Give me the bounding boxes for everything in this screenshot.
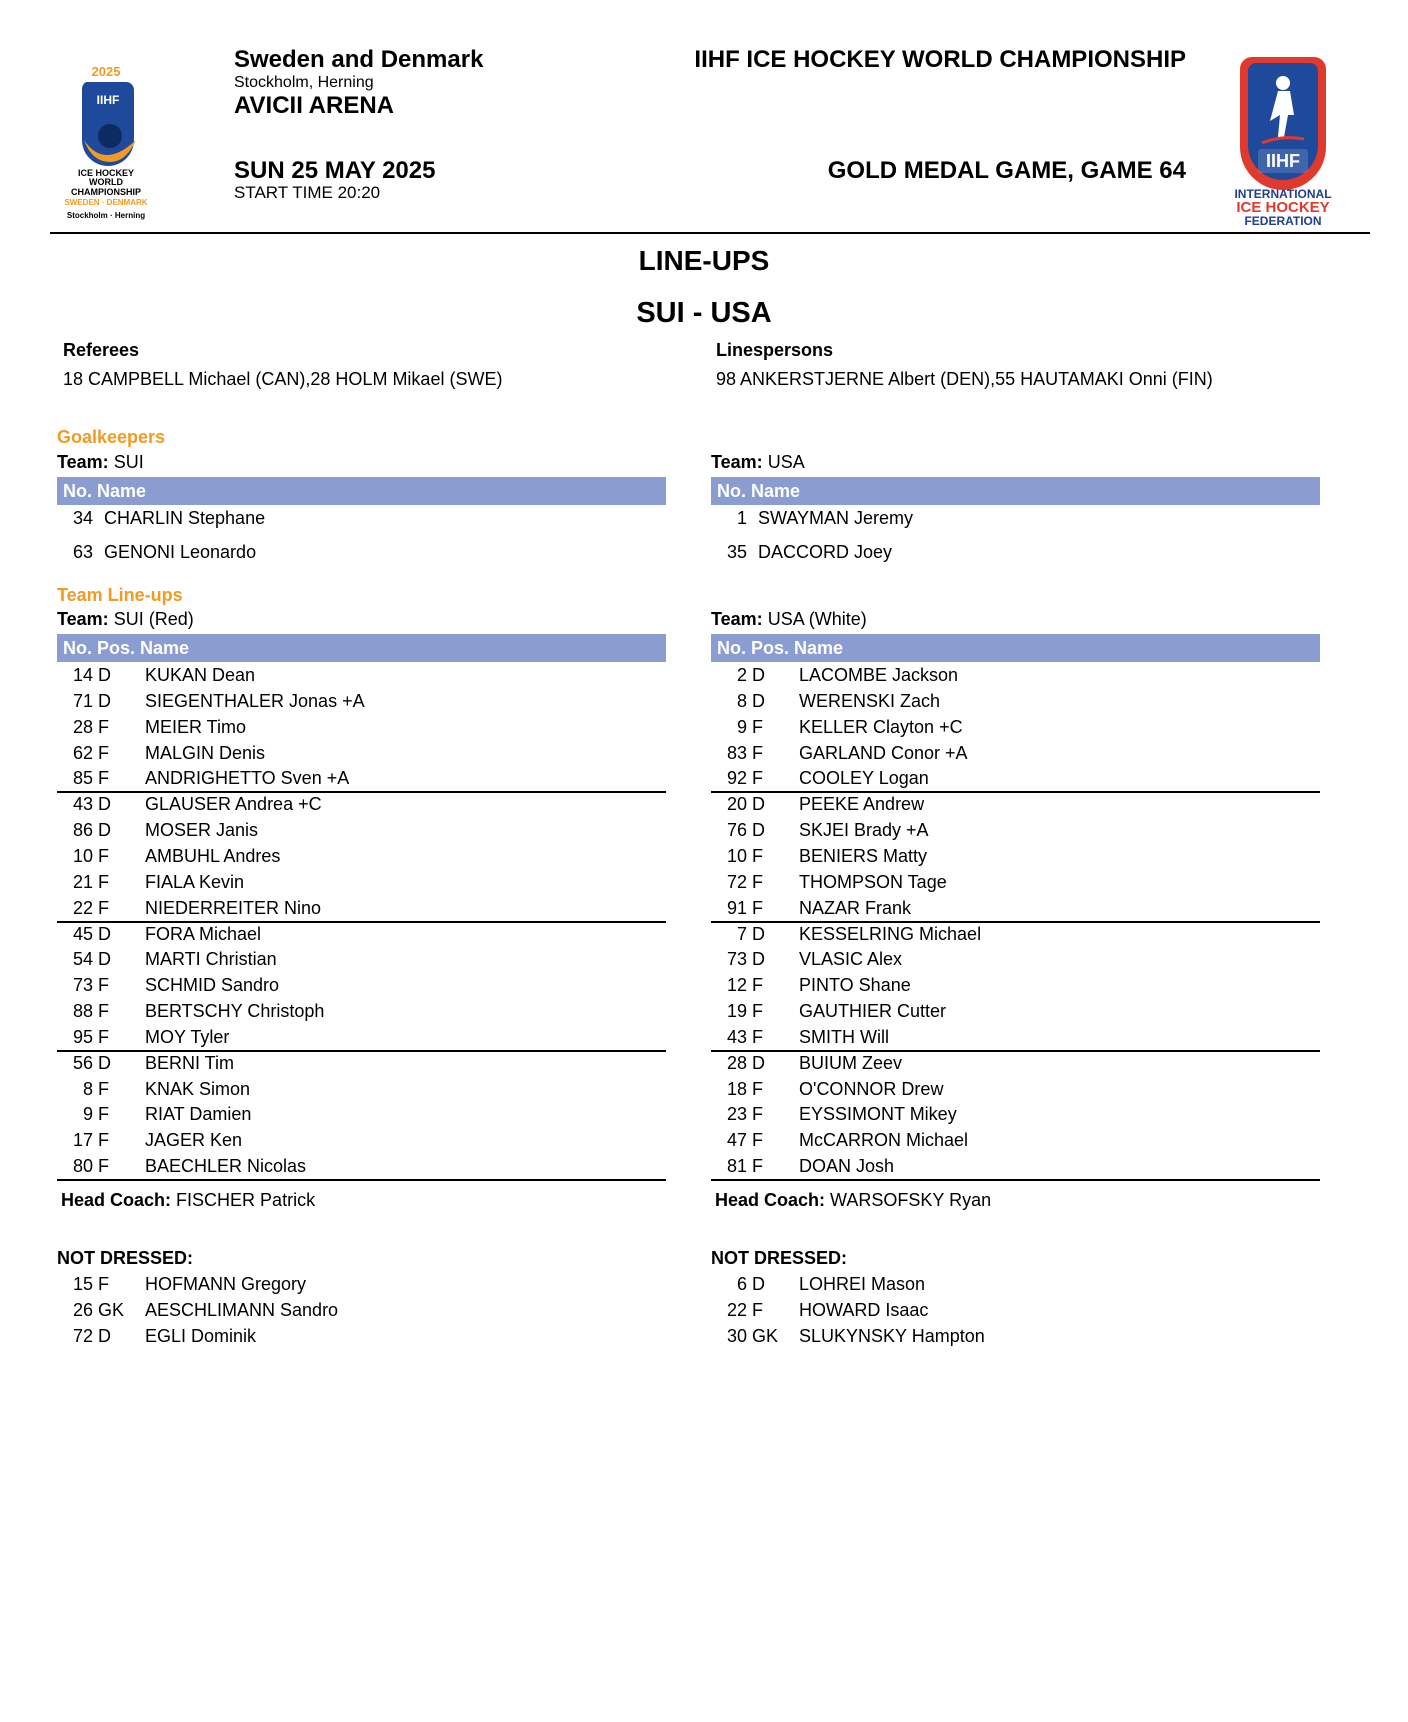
player-number: 8 [736,690,747,711]
player-position: D [98,820,111,841]
not-dressed-row [711,1323,1320,1349]
player-position: F [752,1130,763,1151]
player-row [57,1050,666,1076]
player-name: MALGIN Denis [145,742,266,763]
player-name: NIEDERREITER Nino [145,897,322,918]
player-position: F [98,1026,109,1047]
player-number: 10 [72,845,93,866]
player-number: 83 [726,742,747,763]
player-name: LACOMBE Jackson [799,665,959,685]
player-name: BERNI Tim [145,1052,235,1073]
player-number: 30 [726,1325,747,1346]
player-row [711,1076,1320,1102]
player-position: D [752,690,765,711]
player-name: HOWARD Isaac [799,1299,929,1320]
player-number: 22 [72,897,93,918]
player-name: MOY Tyler [145,1026,230,1047]
player-row [57,843,666,869]
player-row [57,688,666,714]
player-number: 73 [72,975,93,996]
player-row [57,791,666,817]
player-position: D [752,949,765,970]
player-row [57,740,666,766]
player-row [57,765,666,793]
gk-number: 35 [726,542,747,562]
logo-line4: SWEDEN · DENMARK [64,198,148,207]
player-row [57,998,666,1024]
player-position: F [752,768,763,789]
player-number: 2 [736,665,747,685]
player-row [711,1101,1320,1127]
team-label: Team: [57,452,109,472]
player-row [711,817,1320,843]
player-name: WERENSKI Zach [799,690,941,711]
player-row [57,662,666,688]
player-number: 73 [726,949,747,970]
player-row [57,972,666,998]
player-position: F [752,742,763,763]
lineup-header-pos: Pos. [97,638,136,658]
player-name: BERTSCHY Christoph [145,1001,325,1022]
player-row [711,662,1320,688]
player-position: F [98,1001,109,1022]
lineup-header-no: No. [717,638,746,658]
player-name: NAZAR Frank [799,897,912,918]
player-number: 43 [72,794,93,815]
player-number: 15 [72,1274,93,1294]
logo-line2: WORLD [89,177,123,187]
player-number: 19 [726,1001,747,1022]
logo-line1: ICE HOCKEY [77,168,135,178]
gk-name: DACCORD Joey [758,542,893,562]
player-number: 72 [72,1325,93,1346]
player-name: BUIUM Zeev [799,1052,903,1073]
player-position: F [98,1130,109,1151]
lineup-header-no: No. [63,638,92,658]
player-row [711,1024,1320,1052]
player-number: 76 [726,820,747,841]
linespersons-label: Linespersons [716,340,834,360]
gk-team-code: USA [767,452,805,472]
player-row [711,688,1320,714]
start-time: START TIME 20:20 [234,183,381,202]
player-name: AESCHLIMANN Sandro [145,1299,339,1320]
player-number: 92 [726,768,747,789]
player-row [711,895,1320,923]
player-number: 20 [726,794,747,815]
player-number: 95 [72,1026,93,1047]
player-number: 9 [82,1104,93,1125]
player-name: EGLI Dominik [145,1325,257,1346]
gk-header-name: Name [97,481,147,501]
goalkeepers-table-header [711,477,1320,505]
player-name: JAGER Ken [145,1130,243,1151]
logo-line3: CHAMPIONSHIP [70,187,142,197]
player-position: F [752,1156,763,1177]
player-number: 14 [72,665,93,685]
player-row [57,1153,666,1181]
player-position: F [752,975,763,996]
player-number: 45 [72,923,93,944]
player-number: 26 [72,1299,93,1320]
player-number: 81 [726,1156,747,1177]
gk-number: 1 [736,508,747,528]
player-number: 71 [72,690,93,711]
player-position: D [752,1274,765,1294]
gk-team-code: SUI [113,452,144,472]
player-position: F [98,768,109,789]
goalkeepers-table-header [57,477,666,505]
player-name: FIALA Kevin [145,871,245,892]
player-name: SCHMID Sandro [145,975,280,996]
player-position: GK [98,1299,125,1320]
player-number: 12 [726,975,747,996]
player-row [711,972,1320,998]
goalkeepers-label: Goalkeepers [57,427,166,447]
player-position: F [98,845,109,866]
player-row [711,1050,1320,1076]
iihf-logo [1218,55,1348,230]
team-label: Team: [57,609,109,629]
player-name: GLAUSER Andrea +C [145,794,322,815]
player-name: AMBUHL Andres [145,845,281,866]
header-divider [50,232,1370,234]
player-number: 10 [726,845,747,866]
logo-line5: Stockholm · Herning [66,211,146,220]
not-dressed-row [57,1323,666,1349]
head-coach-name: FISCHER Patrick [176,1190,316,1210]
player-position: F [98,1274,109,1294]
goalkeeper-row [715,539,1324,565]
head-coach-label: Head Coach: [61,1190,172,1210]
player-row [57,921,666,947]
player-number: 7 [736,923,747,944]
player-name: McCARRON Michael [799,1130,969,1151]
gk-name: GENONI Leonardo [104,542,257,562]
player-position: F [752,897,763,918]
player-name: THOMPSON Tage [799,871,947,892]
gk-number: 63 [72,542,93,562]
game-date: SUN 25 MAY 2025 [234,157,436,184]
player-position: F [752,716,763,737]
player-row [57,946,666,972]
iihf-logo-line2: ICE HOCKEY [1236,199,1330,216]
player-position: D [98,1325,111,1346]
goalkeeper-row [715,505,1324,531]
lineup-team-line [57,609,194,630]
player-number: 56 [72,1052,93,1073]
player-position: F [752,1078,763,1099]
player-position: D [752,665,765,685]
player-number: 21 [72,871,93,892]
player-row [57,1101,666,1127]
gk-team-line [57,452,144,473]
player-row [57,1076,666,1102]
lineup-header-pos: Pos. [751,638,790,658]
referees-list: 18 CAMPBELL Michael (CAN),28 HOLM Mikael (SWE) [63,369,503,389]
lineup-team-name: SUI (Red) [113,609,194,629]
gk-header-name: Name [751,481,801,501]
player-number: 86 [72,820,93,841]
player-row [711,869,1320,895]
not-dressed-label: NOT DRESSED: [711,1248,848,1268]
iihf-logo-mark: IIHF [1266,151,1300,171]
game-name: GOLD MEDAL GAME, GAME 64 [827,157,1186,184]
player-name: MOSER Janis [145,820,259,841]
player-name: HOFMANN Gregory [145,1274,307,1294]
player-row [711,843,1320,869]
player-row [57,895,666,923]
player-name: DOAN Josh [799,1156,895,1177]
player-row [711,1153,1320,1181]
player-name: SLUKYNSKY Hampton [799,1325,985,1346]
player-name: PEEKE Andrew [799,794,925,815]
team-label: Team: [711,452,763,472]
not-dressed-label: NOT DRESSED: [57,1248,194,1268]
goalkeeper-row [61,505,670,531]
player-position: D [98,665,111,685]
arena-name: AVICII ARENA [234,92,395,119]
lineup-header-name: Name [140,638,190,658]
matchup: SUI - USA [636,297,772,329]
player-position: F [752,871,763,892]
logo-mark: IIHF [96,93,120,107]
player-name: O'CONNOR Drew [799,1078,944,1099]
gk-name: SWAYMAN Jeremy [758,508,914,528]
player-number: 80 [72,1156,93,1177]
iihf-logo-line1: INTERNATIONAL [1234,187,1332,201]
head-coach-label: Head Coach: [715,1190,826,1210]
player-number: 91 [726,897,747,918]
player-position: D [98,690,111,711]
player-row [57,1024,666,1052]
player-number: 9 [736,716,747,737]
event-name: IIHF ICE HOCKEY WORLD CHAMPIONSHIP [694,46,1186,73]
player-name: VLASIC Alex [799,949,903,970]
player-name: KNAK Simon [145,1078,251,1099]
player-name: COOLEY Logan [799,768,929,789]
player-position: D [752,923,765,944]
lineup-team-name: USA (White) [767,609,867,629]
player-position: D [752,1052,765,1073]
not-dressed-row [711,1271,1320,1297]
player-number: 85 [72,768,93,789]
lineup-table-header [711,634,1320,662]
team-lineups-label: Team Line-ups [57,585,183,605]
player-position: F [752,1299,763,1320]
player-number: 23 [726,1104,747,1125]
host-cities: Stockholm, Herning [234,74,374,91]
player-name: BENIERS Matty [799,845,928,866]
not-dressed-row [57,1297,666,1323]
player-number: 8 [82,1078,93,1099]
not-dressed-row [711,1297,1320,1323]
player-name: SIEGENTHALER Jonas +A [145,690,365,711]
player-number: 72 [726,871,747,892]
player-position: D [752,820,765,841]
host-countries: Sweden and Denmark [234,46,484,73]
logo-year: 2025 [91,64,121,79]
player-number: 18 [726,1078,747,1099]
player-position: D [752,794,765,815]
player-position: F [98,716,109,737]
player-row [57,1127,666,1153]
player-name: SMITH Will [799,1026,889,1047]
document-title: LINE-UPS [638,245,770,276]
player-position: D [98,794,111,815]
player-position: F [98,1078,109,1099]
player-position: F [98,1156,109,1177]
player-row [57,869,666,895]
player-position: GK [752,1325,779,1346]
player-name: EYSSIMONT Mikey [799,1104,957,1125]
gk-name: CHARLIN Stephane [104,508,266,528]
player-number: 17 [72,1130,93,1151]
player-name: GARLAND Conor +A [799,742,968,763]
player-number: 28 [72,716,93,737]
team-label: Team: [711,609,763,629]
head-coach [61,1190,315,1211]
gk-number: 34 [72,508,93,528]
head-coach [715,1190,991,1211]
player-name: LOHREI Mason [799,1274,926,1294]
goalkeeper-row [61,539,670,565]
player-position: F [752,845,763,866]
player-position: F [98,897,109,918]
player-row [711,791,1320,817]
player-row [711,714,1320,740]
player-name: ANDRIGHETTO Sven +A [145,768,350,789]
player-name: MEIER Timo [145,716,247,737]
player-name: RIAT Damien [145,1104,252,1125]
player-row [711,946,1320,972]
player-name: MARTI Christian [145,949,277,970]
championship-logo [50,60,170,225]
player-row [57,714,666,740]
gk-team-line [711,452,805,473]
player-position: F [752,1026,763,1047]
player-position: F [98,871,109,892]
player-number: 28 [726,1052,747,1073]
player-row [57,817,666,843]
player-row [711,765,1320,793]
player-number: 54 [72,949,93,970]
player-name: BAECHLER Nicolas [145,1156,307,1177]
referees-label: Referees [63,340,140,360]
not-dressed-row [57,1271,666,1297]
player-number: 43 [726,1026,747,1047]
lineup-table-header [57,634,666,662]
linespersons-list: 98 ANKERSTJERNE Albert (DEN),55 HAUTAMAKI Onni (FIN) [716,369,1213,389]
player-position: F [752,1104,763,1125]
player-position: F [98,975,109,996]
player-position: F [752,1001,763,1022]
player-number: 62 [72,742,93,763]
player-row [711,921,1320,947]
player-number: 22 [726,1299,747,1320]
player-name: PINTO Shane [799,975,911,996]
player-position: D [98,1052,111,1073]
player-name: KUKAN Dean [145,665,256,685]
player-name: FORA Michael [145,923,262,944]
lineup-team-line [711,609,867,630]
gk-header-no: No. [717,481,746,501]
player-row [711,1127,1320,1153]
player-position: D [98,949,111,970]
player-position: F [98,742,109,763]
gk-header-no: No. [63,481,92,501]
player-number: 47 [726,1130,747,1151]
player-name: KESSELRING Michael [799,923,982,944]
player-name: GAUTHIER Cutter [799,1001,947,1022]
lineup-header-name: Name [794,638,844,658]
head-coach-name: WARSOFSKY Ryan [830,1190,992,1210]
player-position: F [98,1104,109,1125]
iihf-logo-line3: FEDERATION [1244,214,1322,228]
player-name: KELLER Clayton +C [799,716,963,737]
player-number: 6 [736,1274,747,1294]
player-row [711,998,1320,1024]
player-number: 88 [72,1001,93,1022]
player-row [711,740,1320,766]
player-name: SKJEI Brady +A [799,820,929,841]
player-position: D [98,923,111,944]
